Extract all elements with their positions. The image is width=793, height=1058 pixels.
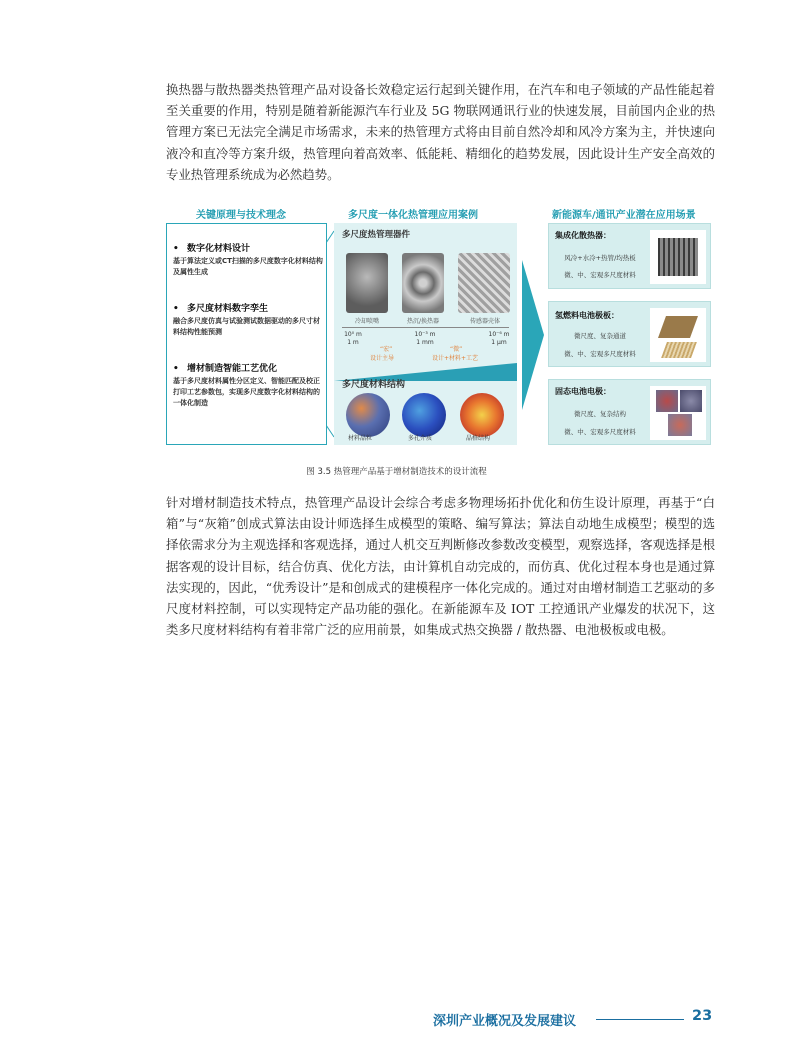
sensor-housing-image — [458, 253, 510, 313]
app-desc: 微尺度、复杂通道 — [574, 332, 626, 340]
footer-divider — [596, 1019, 684, 1020]
scale-axis — [342, 327, 509, 328]
scale-label: 10⁰ m 1 m — [344, 331, 362, 346]
app-desc: 微尺度、复杂结构 — [574, 410, 626, 418]
app-scale: 微、中、宏观多尺度材料 — [564, 350, 636, 358]
principle-desc: 融合多尺度仿真与试验测试数据驱动的多尺寸材料结构性能预测 — [173, 317, 320, 336]
structure-label: 多孔介质 — [408, 435, 433, 442]
heat-sink-image — [402, 253, 444, 313]
device-label: 冷却喷嘴 — [354, 318, 379, 325]
body-paragraph-2: 针对增材制造技术特点，热管理产品设计会综合考虑多物理场拓扑优化和仿生设计原理，再基于“白箱”与“灰箱”创成式算法由设计师选择生成模型的策略、编写算法；算法自动地生成模型；模型的选择依需求分为主观选择和客观选择，通过人机交互判断修改参数改变模型，观察选择，客观选择是根据客观的设计目标，结合仿真、优化方法，由计算机自动完成的，而仿真、优化过程本身也是通过算法实现的，因此，“优秀设计”是和创成式的建模程序一体化完成的。通过对由增材制造工艺驱动的多尺度材料控制，可以实现特定产品功能的强化。在新能源车及 IOT 工控通讯产业爆发的状况下，这类多尺度材料结构有着非常广泛的应用前景，如集成式热交换器 / 散热器、电池极板或电极。 — [166, 495, 715, 638]
principle-desc: 基于算法定义或CT扫描的多尺度数字化材料结构及属性生成 — [173, 257, 323, 276]
porous-media-image — [402, 393, 446, 437]
scale-note-macro: “宏” — [380, 346, 393, 353]
bullet-icon: • — [173, 244, 179, 254]
device-label: 传感器壳体 — [469, 318, 500, 325]
structure-label: 晶格结构 — [466, 435, 491, 442]
scale-label: 10⁻³ m 1 mm — [414, 331, 436, 346]
bullet-icon: • — [173, 364, 179, 374]
solid-electrode-image — [650, 386, 706, 440]
lattice-structure-image — [460, 393, 504, 437]
left-column-title: 关键原理与技术理念 — [196, 210, 286, 221]
app-scenario-card — [548, 301, 711, 367]
footer-title: 深圳产业概况及发展建议 — [433, 1014, 577, 1029]
design-flow-figure — [166, 200, 715, 450]
devices-heading: 多尺度热管理器件 — [342, 230, 411, 240]
principle-head: 多尺度材料数字孪生 — [187, 304, 269, 314]
flow-arrow-icon — [522, 260, 544, 410]
app-title: 固态电池电极： — [555, 387, 611, 396]
principle-head: 数字化材料设计 — [187, 244, 251, 254]
app-desc: 风冷+水冷+热管/均热板 — [564, 254, 636, 262]
principle-head: 增材制造智能工艺优化 — [187, 364, 278, 374]
page-number: 23 — [692, 1008, 713, 1024]
app-title: 氢燃料电池极板： — [555, 311, 619, 320]
fuel-cell-plate-image — [650, 308, 706, 362]
principle-desc: 基于多尺度材料属性分区定义、智能匹配及校正打印工艺参数包，实现多尺度数字化材料结构的一体化制造 — [173, 377, 320, 407]
app-scenario-card — [548, 379, 711, 445]
application-scenarios — [548, 223, 715, 445]
bullet-icon: • — [173, 304, 179, 314]
app-title: 集成化散热器： — [555, 231, 611, 240]
right-column-title: 新能源车/通讯产业潜在应用场景 — [552, 210, 696, 221]
scale-note-design: 设计主导 — [370, 355, 395, 362]
cooling-nozzle-image — [346, 253, 388, 313]
scale-note-micro: “微” — [450, 346, 463, 353]
scale-note-design-material: 设计+材料+工艺 — [432, 355, 479, 362]
app-scale: 微、中、宏观多尺度材料 — [564, 271, 636, 279]
middle-column-title: 多尺度一体化热管理应用案例 — [348, 210, 478, 221]
app-scenario-card — [548, 223, 711, 289]
application-cases-panel — [334, 223, 517, 445]
principles-box — [166, 223, 327, 445]
body-paragraph-1: 换热器与散热器类热管理产品对设备长效稳定运行起到关键作用，在汽车和电子领域的产品性能起着至关重要的作用，特别是随着新能源汽车行业及 5G 物联网通讯行业的快速发展，目前国内企业的热管理方案已无法完全满足市场需求，未来的热管理方式将由目前自然冷却和风冷方案为主，并快速向液冷和直冷等方案升级，热管理向着高效率、低能耗、精细化的趋势发展，因此设计生产安全高效的专业热管理系统成为必然趋势。 — [166, 82, 715, 182]
scale-label: 10⁻⁶ m 1 μm — [488, 331, 510, 346]
structure-label: 材料晶粒 — [348, 435, 373, 442]
principle-item — [173, 304, 323, 338]
radiator-image — [650, 230, 706, 284]
device-label: 热沉/换热器 — [406, 318, 440, 325]
app-scale: 微、中、宏观多尺度材料 — [564, 428, 636, 436]
grain-structure-image — [346, 393, 390, 437]
structures-heading: 多尺度材料结构 — [342, 380, 406, 390]
figure-caption: 图 3.5 热管理产品基于增材制造技术的设计流程 — [306, 467, 487, 477]
principle-item — [173, 244, 323, 278]
principle-item — [173, 364, 323, 409]
